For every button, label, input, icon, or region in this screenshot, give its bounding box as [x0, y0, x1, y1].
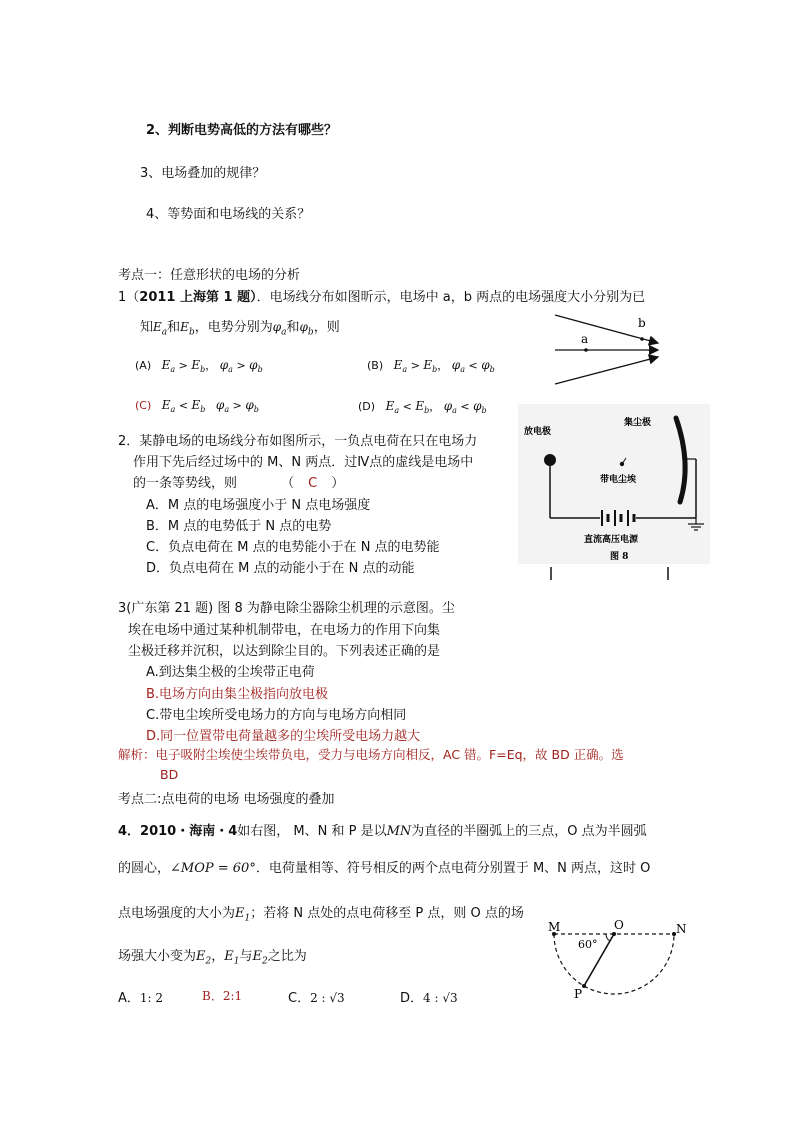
- field-lines-figure: [550, 310, 665, 390]
- problem1-stem-line1: 1（2011 上海第 1 题）．电场线分布如图昕示，电场中 a，b 两点的电场强度大小分别为已: [118, 290, 646, 305]
- problem2-option-b: B．M 点的电势低于 N 点的电势: [146, 519, 332, 534]
- problem4-option-c: C．2 : √3: [288, 991, 345, 1006]
- label-power-supply: 直流高压电源: [584, 535, 639, 545]
- problem1-option-a: (A) $E_a > E_b$， $\varphi_a > \varphi_b$: [135, 358, 263, 375]
- problem4-option-b: B．2:1: [202, 989, 243, 1003]
- label-discharge-electrode: 放电极: [524, 427, 552, 437]
- precipitator-figure: [518, 404, 710, 582]
- problem1-option-d: (D) $E_a < E_b$， $\varphi_a < \varphi_b$: [358, 399, 487, 416]
- problem3-analysis-answer: BD: [160, 767, 179, 782]
- label-o: O: [614, 918, 624, 932]
- label-dust: 带电尘埃: [600, 475, 637, 485]
- angle-label: 60°: [578, 938, 598, 951]
- problem4-line1: 4．2010・海南・4如右图， M、N 和 P 是以MN为直径的半圈弧上的三点，O 点为半圆弧: [118, 824, 647, 839]
- review-question-2: 2、判断电势高低的方法有哪些？: [146, 123, 338, 138]
- topic2-heading: 考点二:点电荷的电场 电场强度的叠加: [118, 792, 335, 807]
- figure-caption: 图 8: [610, 552, 629, 562]
- point-a: [584, 348, 588, 352]
- problem3-analysis: 解析：电子吸附尘埃使尘埃带负电，受力与电场方向相反，AC 错。F=Eq，故 BD 正确。选: [118, 747, 624, 762]
- label-m: M: [548, 920, 561, 934]
- point-b: [640, 337, 644, 341]
- problem1-stem-line2: 知$E_a$和$E_b$，电势分别为$\varphi_a$和$\varphi_b$，则: [140, 320, 340, 338]
- discharge-electrode: [544, 454, 556, 466]
- label-a: a: [581, 332, 589, 346]
- topic1-heading: 考点一：任意形状的电场的分析: [118, 268, 301, 283]
- semicircle-figure: [542, 918, 692, 1000]
- problem2-option-c: C．负点电荷在 M 点的电势能小于在 N 点的电势能: [146, 540, 440, 555]
- problem3-option-c: C.带电尘埃所受电场力的方向与电场方向相同: [146, 708, 407, 723]
- problem2-line3: 的一条等势线，则 （ C ）: [133, 476, 345, 491]
- problem2-line1: 2．某静电场的电场线分布如图所示，一负点电荷在只在电场力: [118, 434, 478, 449]
- problem2-line2: 作用下先后经过场中的 M、N 两点．过Ⅳ点的虚线是电场中: [133, 455, 474, 470]
- problem3-option-a: A.到达集尘极的尘埃带正电荷: [146, 665, 315, 680]
- problem4-option-a: A．1: 2: [118, 991, 164, 1006]
- problem4-line4: 场强大小变为$E_2$，$E_1$与$E_2$之比为: [118, 949, 307, 967]
- semicircle-arc: [554, 934, 674, 994]
- problem3-option-b: B.电场方向由集尘极指向放电极: [146, 687, 329, 702]
- problem4-line3: 点电场强度的大小为$E_1$；若将 N 点处的点电荷移至 P 点，则 O 点的场: [118, 906, 524, 924]
- problem3-line2: 埃在电场中通过某种机制带电，在电场力的作用下向集: [128, 623, 441, 638]
- problem3-line1: 3(广东第 21 题) 图 8 为静电除尘器除尘机理的示意图。尘: [118, 601, 455, 616]
- problem4-option-d: D．4 : √3: [400, 991, 458, 1006]
- problem2-option-a: A．M 点的电场强度小于 N 点电场强度: [146, 498, 371, 513]
- label-b: b: [638, 316, 646, 330]
- label-n: N: [676, 922, 687, 936]
- problem2-option-d: D．负点电荷在 M 点的动能小于在 N 点的动能: [146, 561, 415, 576]
- problem2-answer: C: [308, 476, 318, 491]
- review-question-4: 4、等势面和电场线的关系？: [146, 207, 311, 222]
- problem3-option-d: D.同一位置带电荷量越多的尘埃所受电场力越大: [146, 729, 421, 744]
- label-collector: 集尘极: [624, 418, 652, 428]
- field-line-lower: [555, 357, 658, 384]
- problem1-option-b: (B) $E_a > E_b$， $\varphi_a < \varphi_b$: [367, 358, 495, 375]
- problem1-option-c: (C) $E_a < E_b$ $\varphi_a > \varphi_b$: [135, 398, 259, 415]
- label-p: P: [574, 987, 583, 1001]
- problem3-line3: 尘极迁移并沉积，以达到除尘目的。下列表述正确的是: [128, 644, 441, 659]
- review-question-3: 3、电场叠加的规律？: [140, 166, 266, 181]
- problem4-line2: 的圆心，∠MOP = 60°．电荷量相等、符号相反的两个点电荷分别置于 M、N 两点，这时 O: [118, 861, 651, 876]
